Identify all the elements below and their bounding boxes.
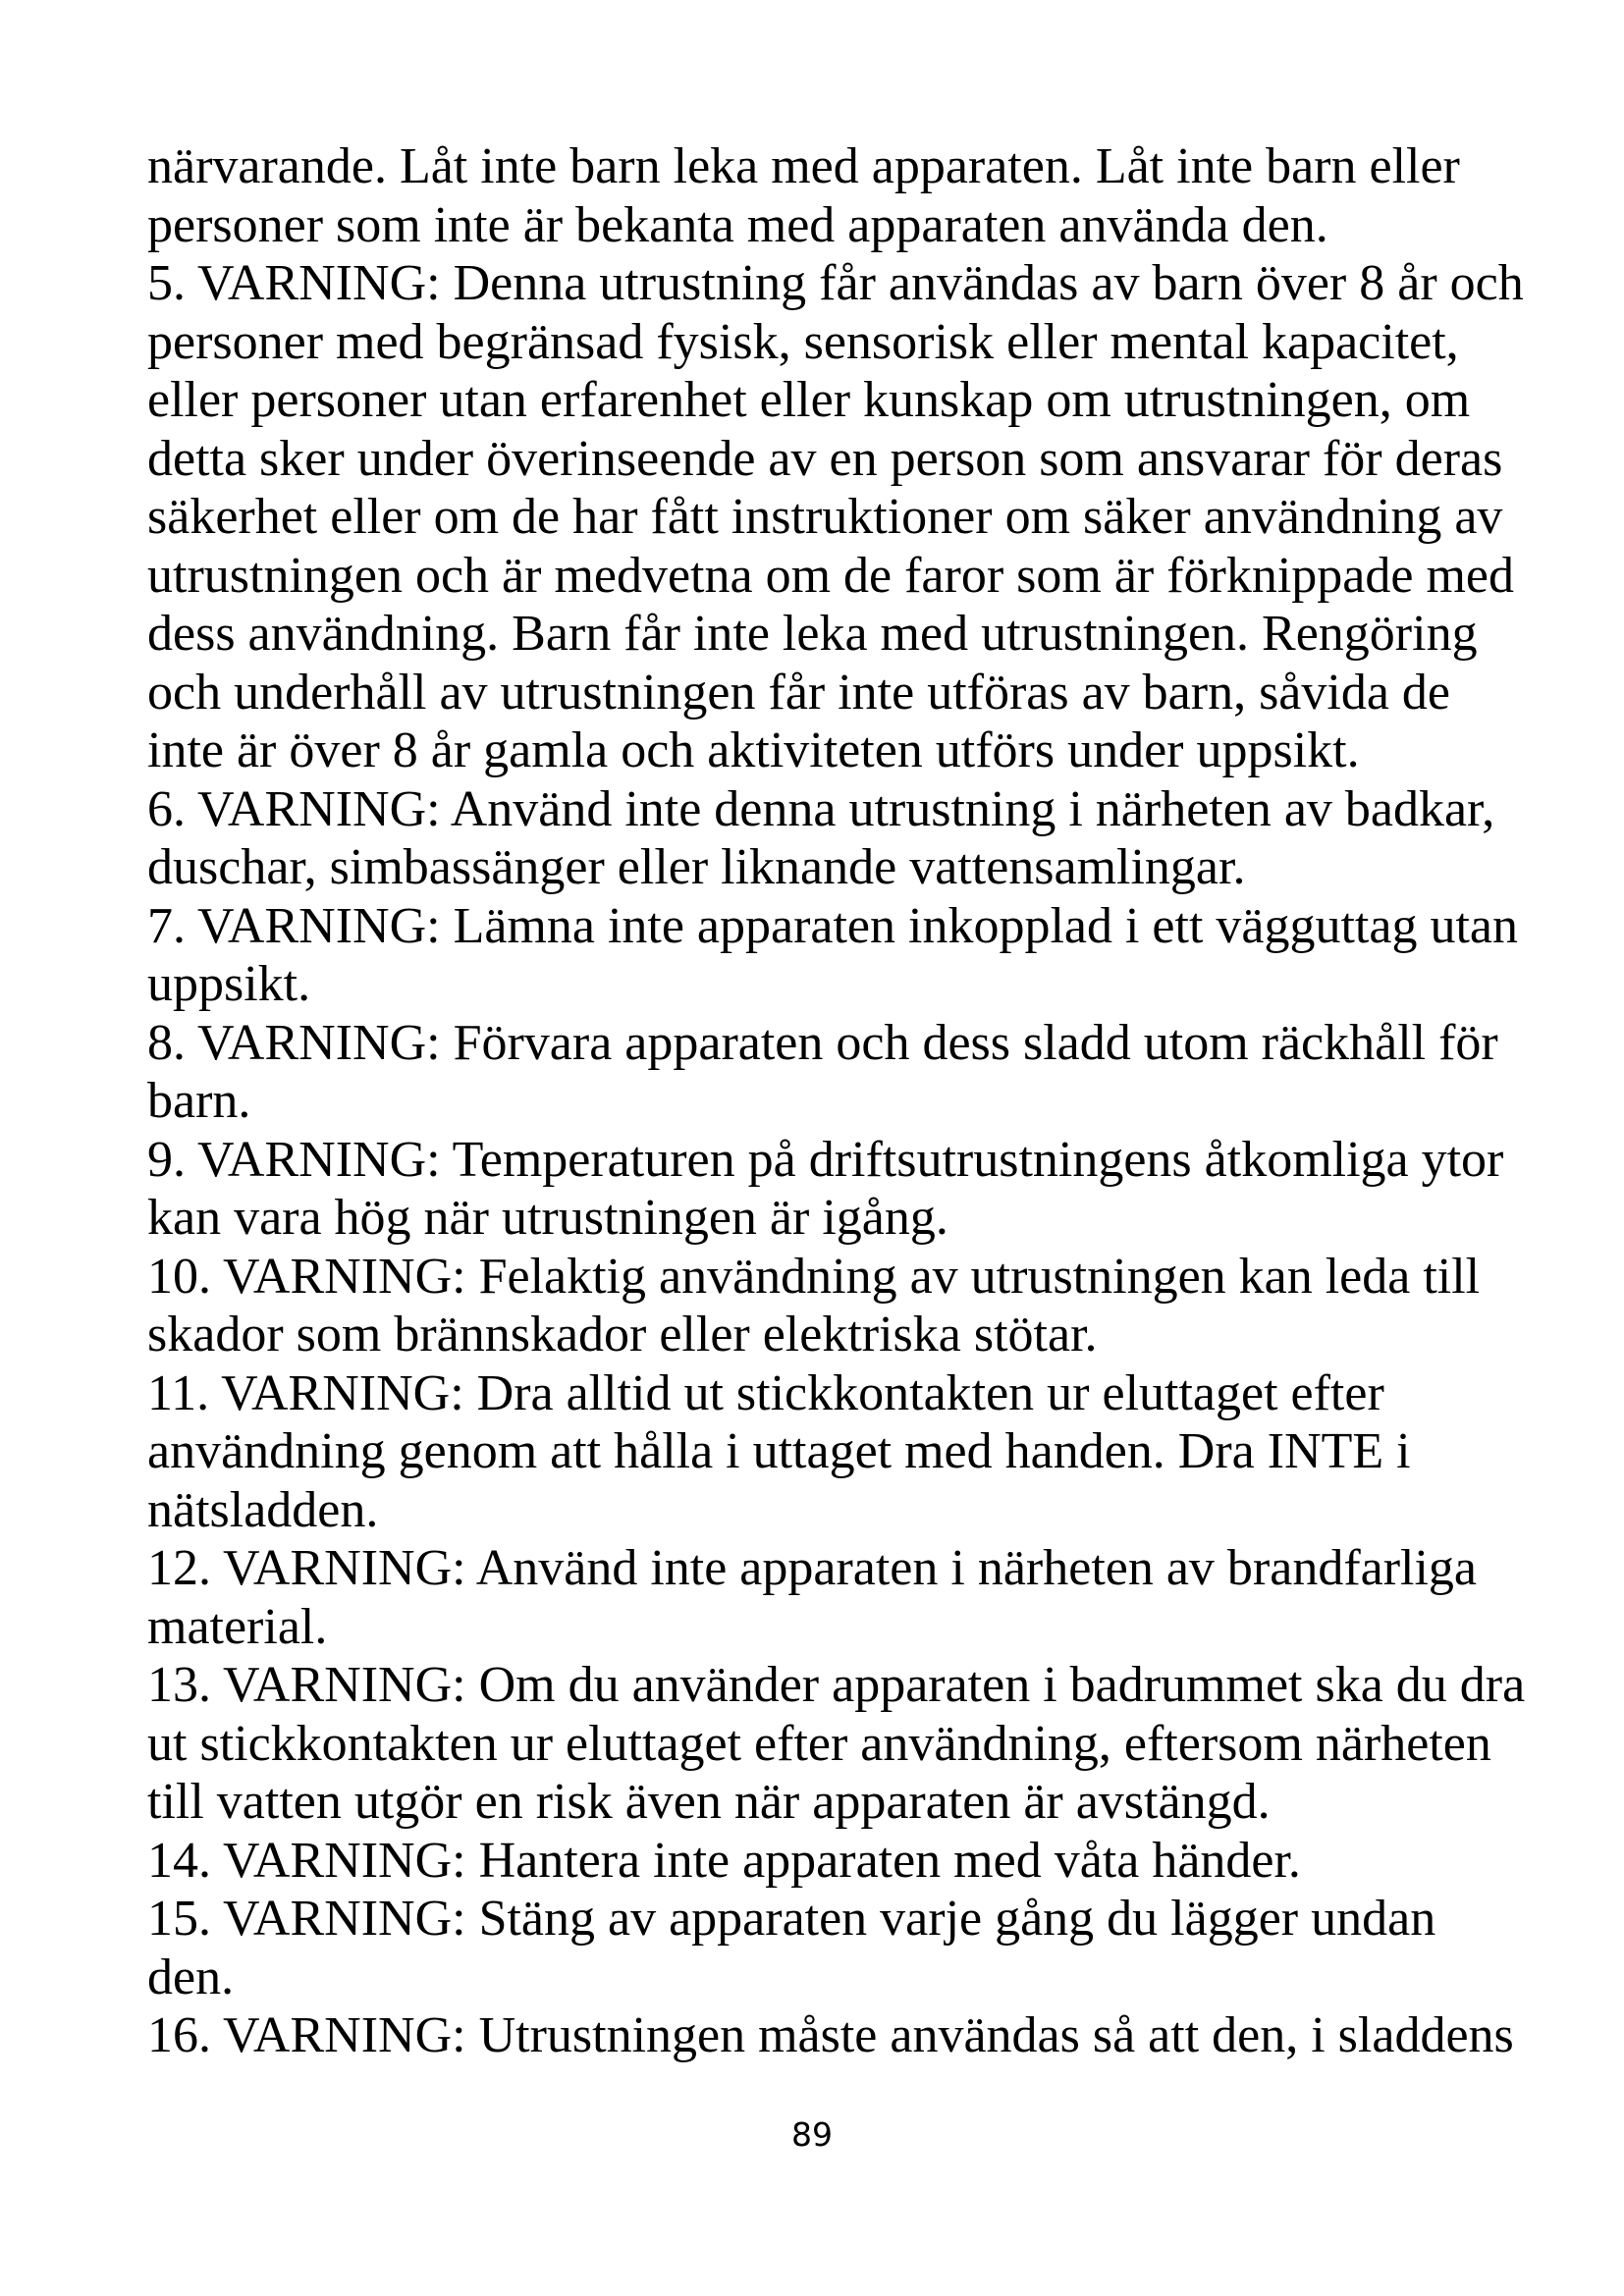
text-line: nätsladden.: [147, 1481, 379, 1538]
text-line: kan vara hög när utrustningen är igång.: [147, 1190, 948, 1246]
text-line: skador som brännskador eller elektriska stötar.: [147, 1307, 1098, 1362]
page-number: 89: [791, 2115, 833, 2154]
text-line: duschar, simbassänger eller liknande vattensamlingar.: [147, 839, 1246, 895]
text-line: användning genom att hålla i uttaget med handen. Dra INTE i: [147, 1423, 1411, 1479]
warning-8-line: 8. VARNING: Förvara apparaten och dess sladd utom räckhåll för: [147, 1014, 1498, 1071]
text-line: barn.: [147, 1073, 251, 1129]
warning-16-line: 16. VARNING: Utrustningen måste användas så att den, i sladdens: [147, 2007, 1514, 2063]
text-line: detta sker under överinseende av en person som ansvarar för deras: [147, 430, 1503, 487]
warning-13-line: 13. VARNING: Om du använder apparaten i badrummet ska du dra: [147, 1657, 1526, 1713]
text-line: utrustningen och är medvetna om de faror som är förknippade med: [147, 547, 1514, 604]
text-line: eller personer utan erfarenhet eller kunskap om utrustningen, om: [147, 372, 1471, 428]
text-line: uppsikt.: [147, 956, 311, 1012]
warning-9-line: 9. VARNING: Temperaturen på driftsutrustningens åtkomliga ytor: [147, 1131, 1504, 1188]
warning-6-line: 6. VARNING: Använd inte denna utrustning i närheten av badkar,: [147, 780, 1495, 837]
text-line: dess användning. Barn får inte leka med utrustningen. Rengöring: [147, 606, 1478, 662]
text-line: material.: [147, 1598, 328, 1655]
body-text: [147, 137, 1551, 2065]
text-line: ut stickkontakten ur eluttaget efter användning, eftersom närheten: [147, 1715, 1491, 1772]
text-line: och underhåll av utrustningen får inte utföras av barn, såvida de: [147, 664, 1450, 721]
text-line: till vatten utgör en risk även när apparaten är avstängd.: [147, 1774, 1271, 1830]
text-line: inte är över 8 år gamla och aktiviteten utförs under uppsikt.: [147, 722, 1360, 778]
warning-10-line: 10. VARNING: Felaktig användning av utrustningen kan leda till: [147, 1248, 1481, 1305]
warning-12-line: 12. VARNING: Använd inte apparaten i närheten av brandfarliga: [147, 1540, 1478, 1596]
warning-5-line: 5. VARNING: Denna utrustning får användas av barn över 8 år och: [147, 255, 1524, 311]
warning-11-line: 11. VARNING: Dra alltid ut stickkontakten ur eluttaget efter: [147, 1364, 1384, 1421]
warning-14-line: 14. VARNING: Hantera inte apparaten med våta händer.: [147, 1832, 1301, 1889]
text-line: säkerhet eller om de har fått instruktioner om säker användning av: [147, 489, 1503, 545]
warning-15-line: 15. VARNING: Stäng av apparaten varje gång du lägger undan: [147, 1891, 1436, 1947]
text-line: den.: [147, 1949, 235, 2005]
text-line: personer med begränsad fysisk, sensorisk eller mental kapacitet,: [147, 313, 1459, 370]
warning-7-line: 7. VARNING: Lämna inte apparaten inkopplad i ett vägguttag utan: [147, 897, 1518, 954]
text-line: personer som inte är bekanta med apparaten använda den.: [147, 196, 1328, 253]
text-line: närvarande. Låt inte barn leka med apparaten. Låt inte barn eller: [147, 138, 1460, 194]
